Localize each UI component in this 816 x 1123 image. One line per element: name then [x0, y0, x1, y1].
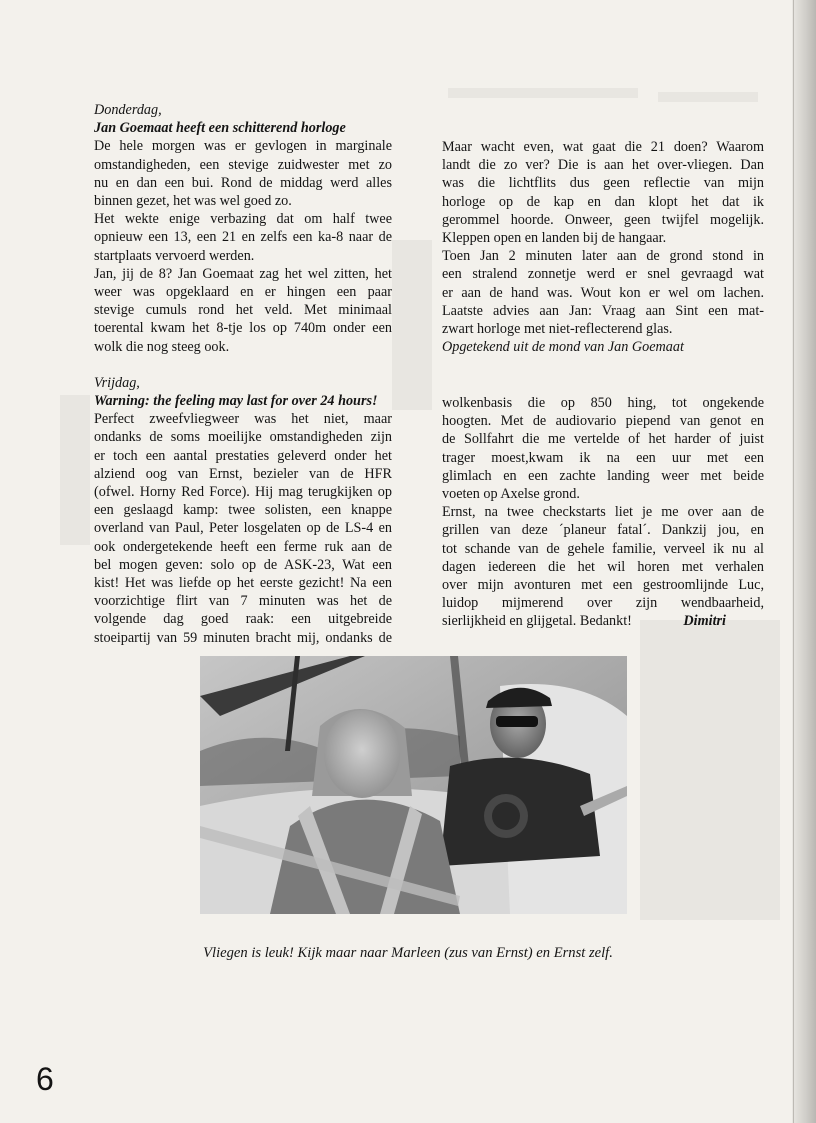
text-line: weer was opgeklaard en er hingen een paar	[94, 284, 392, 301]
text-line: horloge op de kap en dan klopt het dat ik	[442, 193, 764, 210]
article-right-column-bottom	[442, 394, 764, 631]
text-line: was die lichtflits dus geen reflectie van mijn	[442, 175, 764, 192]
text-line: kist! Het was liefde op het eerste gezicht! Na een	[94, 575, 392, 592]
text-line: Maar wacht even, wat gaat die 21 doen? Waarom	[442, 139, 764, 155]
text-line: stoeipartij van 59 minuten bracht mij, ondanks de	[94, 629, 392, 646]
closing-text: sierlijkheid en glijgetal. Bedankt!	[442, 613, 632, 630]
text-line: hoogten. Met de audiovario piepend van genot en	[442, 413, 764, 430]
page-edge-shadow	[792, 0, 816, 1123]
text-line: Laatste advies aan Jan: Vraag aan Sint een mat-	[442, 302, 764, 319]
text-line: Perfect zweefvliegweer was het niet, maar	[94, 411, 392, 428]
text-line: de Sollfahrt die me vertelde of het harder of juist	[442, 431, 764, 448]
show-through	[640, 620, 780, 920]
show-through	[392, 240, 432, 410]
text-line: Toen Jan 2 minuten later aan de grond stond in	[442, 248, 764, 265]
text-line: een geslaagd kamp: twee solisten, een knappe	[94, 502, 392, 519]
page-number: 6	[36, 1061, 54, 1097]
text-line: volgende dag goed raak: een uitgebreide	[94, 611, 392, 628]
text-line: over mijn avonturen met een gestroomlijnde Luc,	[442, 577, 764, 594]
text-line: voorzichtige flirt van 7 minuten was het de	[94, 593, 392, 610]
text-line: De hele morgen was er gevlogen in marginale	[94, 138, 392, 155]
text-line: ondanks de soms moeilijke omstandigheden zijn	[94, 429, 392, 446]
cockpit-photo-illustration	[200, 656, 627, 914]
show-through	[448, 88, 638, 98]
text-line: overland van Paul, Peter losgelaten op de LS-4 en	[94, 520, 392, 537]
text-line: Ernst, na twee checkstarts liet je me over aan de	[442, 504, 764, 521]
text-line: tot schande van de gehele familie, verveel ik nu al	[442, 540, 764, 557]
text-line: grillen van deze ´planeur fatal´. Dankzij jou, en	[442, 522, 764, 539]
closing-line	[442, 612, 764, 630]
show-through	[60, 395, 90, 545]
paragraph-gap	[94, 356, 392, 374]
text-line: Het wekte enige verbazing dat om half twee	[94, 211, 392, 228]
photo-caption: Vliegen is leuk! Kijk maar naar Marleen (zus van Ernst) en Ernst zelf.	[203, 945, 613, 961]
page-edge-line	[793, 0, 794, 1123]
text-line: gerommel hoorde. Onweer, geen twijfel mogelijk.	[442, 211, 764, 228]
article-left-column	[94, 101, 392, 647]
text-line: luidop mijmerend over zijn wendbaarheid,	[442, 595, 764, 612]
text-line: alziend oog van Ernst, bezieler van de HFR	[94, 465, 392, 482]
text-line: startplaats vervoerd werden.	[94, 247, 255, 264]
text-line: Warning: the feeling may last for over 24 hours!	[94, 393, 378, 410]
signature: Dimitri	[683, 613, 726, 630]
text-line: omstandigheden, een stevige zuidwester met zo	[94, 156, 392, 173]
text-line: binnen gezet, het was wel goed zo.	[94, 193, 292, 210]
text-line: Donderdag,	[94, 102, 162, 118]
text-line: opnieuw een 13, een 21 en zelfs een ka-8 naar de	[94, 229, 392, 246]
cockpit-photo	[200, 656, 627, 914]
text-line: stevige cumuls rond het veld. Met minimaal	[94, 302, 392, 319]
text-line: toerental kwam het 8-tje los op 740m onder een	[94, 320, 392, 337]
text-line: zwart horloge met niet-reflecterend glas.	[442, 321, 673, 338]
text-line: voeten op Axelse grond.	[442, 486, 580, 503]
text-line: Opgetekend uit de mond van Jan Goemaat	[442, 339, 684, 356]
text-line: bel mogen geven: solo op de ASK-23, Wat een	[94, 556, 392, 573]
text-line: Vrijdag,	[94, 374, 140, 391]
text-line: glimlach en een zachte landing weer met beide	[442, 467, 764, 484]
text-line: nu en dan een bui. Rond de middag werd alles	[94, 174, 392, 191]
text-line: landt die zo ver? Die is aan het over-vliegen. Dan	[442, 157, 764, 174]
text-line: dagen iedereen die het wil horen met verhalen	[442, 558, 764, 575]
text-line: Jan Goemaat heeft een schitterend horloge	[94, 120, 346, 137]
article-right-column-top	[442, 138, 764, 356]
text-line: ook ondergetekende heeft een ferme ruk aan de	[94, 538, 392, 555]
text-line: Kleppen open en landen bij de hangaar.	[442, 230, 667, 247]
text-line: er aan de hand was. Wout kon er wel om lachen.	[442, 284, 764, 301]
text-line: Jan, jij de 8? Jan Goemaat zag het wel zitten, het	[94, 265, 392, 282]
text-line: trager moest,kwam ik na een uur met een	[442, 449, 764, 466]
text-line: wolkenbasis die op 850 hing, tot ongekende	[442, 395, 764, 411]
text-line: een stralend zonnetje werd er snel gevraagd wat	[442, 266, 764, 283]
text-line: er toch een aantal prestaties geleverd onder het	[94, 447, 392, 464]
text-line: (ofwel. Horny Red Force). Hij mag terugkijken op	[94, 484, 392, 501]
text-line: wolk die nog steeg ook.	[94, 338, 230, 355]
show-through	[658, 92, 758, 102]
